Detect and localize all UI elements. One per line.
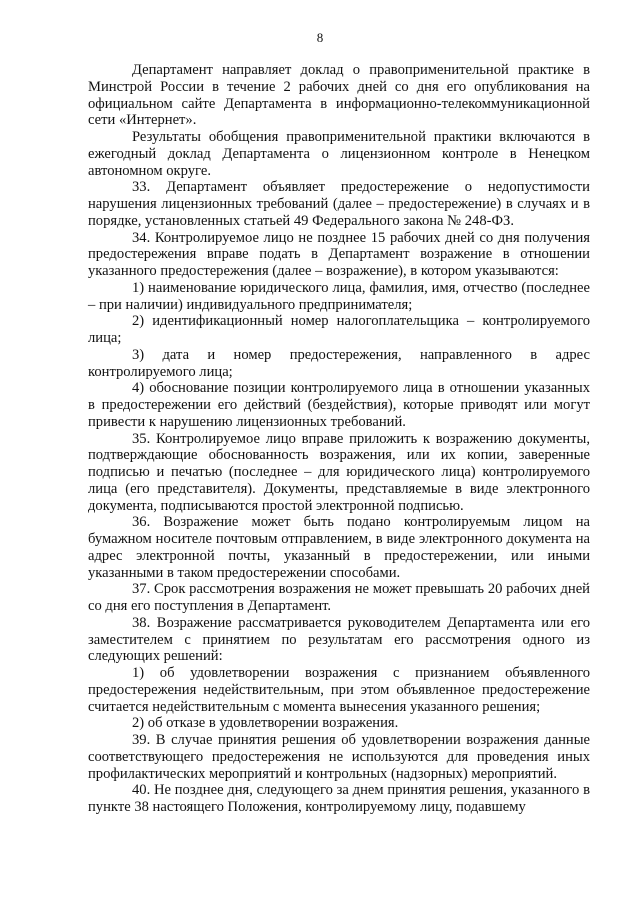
paragraph-item-36: 36. Возражение может быть подано контролируемым лицом на бумажном носителе почтовым отправлением, в виде электронного документа на адрес электронной почты, указанный в предостережении, или иными указанными в таком предостережении способами. [88,514,590,581]
list-item: 3) дата и номер предостережения, направленного в адрес контролируемого лица; [88,346,590,380]
paragraph-item-37: 37. Срок рассмотрения возражения не может превышать 20 рабочих дней со дня его поступления в Департамент. [88,581,590,614]
paragraph-item-39: 39. В случае принятия решения об удовлетворении возражения данные соответствующего предостережения не используются для проведения иных профилактических мероприятий и контрольных (надзорных) мероприятий. [88,732,590,782]
document-body [88,62,590,816]
list-item: 4) обоснование позиции контролируемого лица в отношении указанных в предостережении его действий (бездействия), которые приводят или могут привести к нарушению лицензионных требований. [88,380,590,430]
paragraph-item-34: 34. Контролируемое лицо не позднее 15 рабочих дней со дня получения предостережения вправе подать в Департамент возражение в отношении указанного предостережения (далее – возражение), в котором указываются: [88,229,590,279]
list-item: 2) идентификационный номер налогоплательщика – контролируемого лица; [88,313,590,346]
list-item: 1) об удовлетворении возражения с признанием объявленного предостережения недействительным, при этом объявленное предостережение считается недействительным с момента вынесения указанного решения; [88,665,590,715]
paragraph-item-40: 40. Не позднее дня, следующего за днем принятия решения, указанного в пункте 38 настоящего Положения, контролируемому лицу, подавшему [88,782,590,815]
paragraph-item-38: 38. Возражение рассматривается руководителем Департамента или его заместителем с принятием по результатам его рассмотрения одного из следующих решений: [88,614,590,665]
page-number: 8 [316,30,324,45]
paragraph-item-35: 35. Контролируемое лицо вправе приложить к возражению документы, подтверждающие обоснованность возражения, или их копии, заверенные подписью и печатью (последнее – для юридического лица) контролируемого лица (его представителя). Документы, представляемые в виде электронного документа, подписываются простой электронной подписью. [88,430,590,514]
paragraph: Результаты обобщения правоприменительной практики включаются в ежегодный доклад Департамента о лицензионном контроле в Ненецком автономном округе. [88,129,590,179]
list-item: 2) об отказе в удовлетворении возражения. [132,715,399,732]
list-item: 1) наименование юридического лица, фамилия, имя, отчество (последнее – при наличии) индивидуального предпринимателя; [88,279,590,313]
paragraph-item-33: 33. Департамент объявляет предостережение о недопустимости нарушения лицензионных требований (далее – предостережение) в случаях и в порядке, установленных статьей 49 Федерального закона № 248-ФЗ. [88,179,590,229]
paragraph: Департамент направляет доклад о правоприменительной практике в Минстрой России в течение 2 рабочих дней со дня его опубликования на официальном сайте Департамента в информационно-телекоммуникационной сети «Интернет». [88,62,590,129]
